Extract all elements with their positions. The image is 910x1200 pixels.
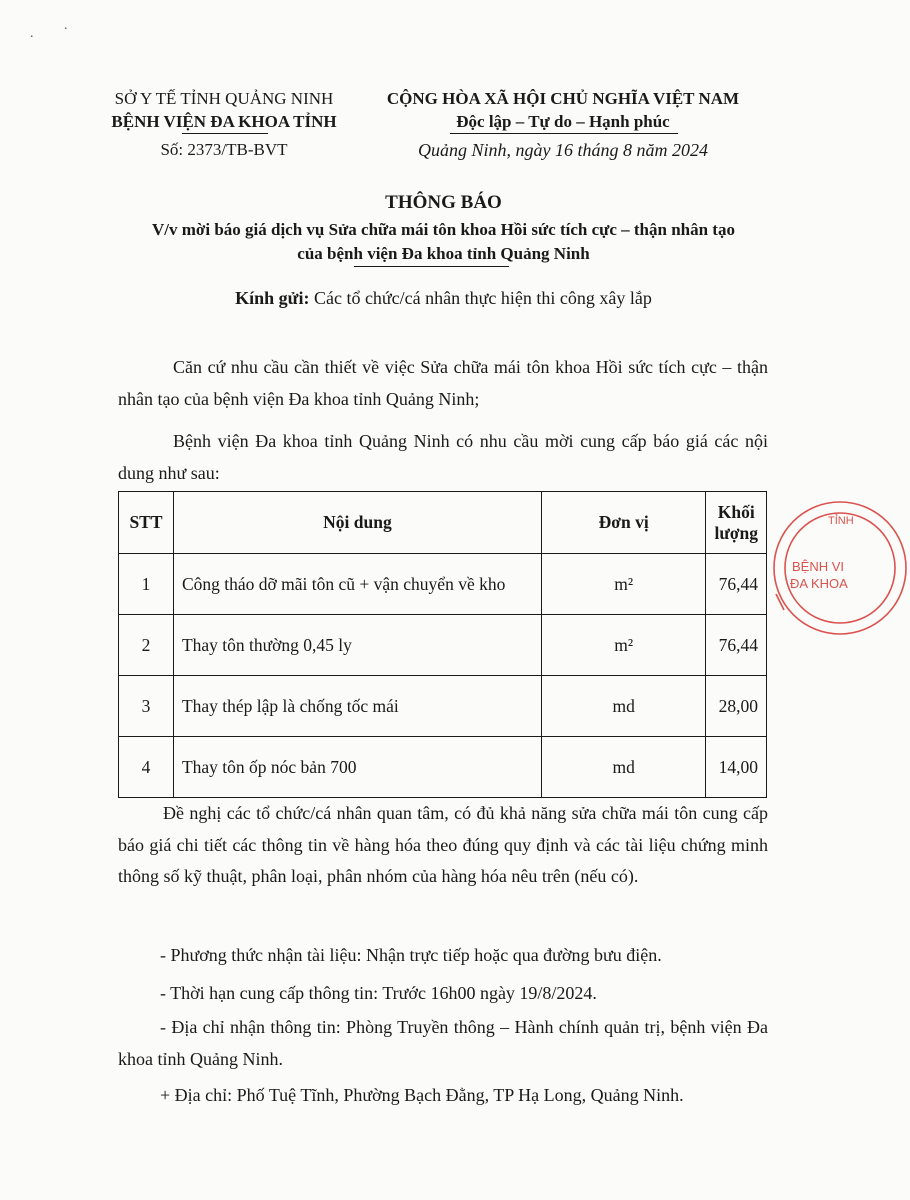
closing-paragraph: Đề nghị các tổ chức/cá nhân quan tâm, có đủ khả năng sửa chữa mái tôn cung cấp báo giá chi tiết các thông tin về hàng hóa theo đúng quy định và các tài liệu chứng minh thông số kỹ thuật, phân loại, phân nhóm của hàng hóa nêu trên (nếu có). xyxy=(118,803,768,886)
table-row xyxy=(119,554,767,615)
delivery-method: - Phương thức nhận tài liệu: Nhận trực tiếp hoặc qua đường bưu điện. xyxy=(160,945,662,965)
table-row xyxy=(119,615,767,676)
cell-content: Thay thép lập là chống tốc mái xyxy=(173,676,541,737)
quote-items-table xyxy=(118,491,767,798)
header-content: Nội dung xyxy=(173,492,541,554)
deadline: - Thời hạn cung cấp thông tin: Trước 16h00 ngày 19/8/2024. xyxy=(160,983,597,1003)
cell-content: Công tháo dỡ mãi tôn cũ + vận chuyển về kho xyxy=(173,554,541,615)
stamp-line-2: ĐA KHOA xyxy=(790,576,848,591)
cell-unit: md xyxy=(541,737,706,798)
motto-underline xyxy=(450,133,678,134)
cell-unit: m² xyxy=(541,615,706,676)
hospital-name: BỆNH VIỆN ĐA KHOA TỈNH xyxy=(111,112,337,131)
stamp-arc-text: TỈNH xyxy=(828,515,854,527)
recipient xyxy=(100,288,787,309)
scan-speck: . xyxy=(30,26,34,41)
header-stt: STT xyxy=(119,492,174,554)
intro-paragraph-1: Căn cứ nhu cầu cần thiết về việc Sửa chữa mái tôn khoa Hồi sức tích cực – thận nhân tạo của bệnh viện Đa khoa tỉnh Quảng Ninh; xyxy=(118,357,768,409)
cell-quantity: 76,44 xyxy=(706,554,767,615)
cell-unit: m² xyxy=(541,554,706,615)
cell-stt: 3 xyxy=(119,676,174,737)
document-title: THÔNG BÁO xyxy=(385,192,502,213)
cell-content: Thay tôn thường 0,45 ly xyxy=(173,615,541,676)
cell-quantity: 28,00 xyxy=(706,676,767,737)
cell-quantity: 76,44 xyxy=(706,615,767,676)
table-row xyxy=(119,676,767,737)
recipient-text: Các tổ chức/cá nhân thực hiện thi công xây lắp xyxy=(313,288,652,308)
cell-stt: 2 xyxy=(119,615,174,676)
issuing-authority: SỞ Y TẾ TỈNH QUẢNG NINH xyxy=(114,89,334,108)
stamp-line-1: BỆNH VI xyxy=(792,559,845,574)
table-row xyxy=(119,737,767,798)
hospital-stamp xyxy=(770,498,910,638)
header-left xyxy=(94,87,354,133)
header-left-underline xyxy=(182,133,268,134)
cell-stt: 4 xyxy=(119,737,174,798)
subject xyxy=(90,218,797,266)
cell-unit: md xyxy=(541,676,706,737)
issue-date: Quảng Ninh, ngày 16 tháng 8 năm 2024 xyxy=(418,140,708,160)
header-right xyxy=(358,87,768,133)
scan-speck: . xyxy=(64,18,68,33)
cell-quantity: 14,00 xyxy=(706,737,767,798)
intro-paragraph-2: Bệnh viện Đa khoa tỉnh Quảng Ninh có nhu cầu mời cung cấp báo giá các nội dung như sau: xyxy=(118,431,768,483)
cell-content: Thay tôn ốp nóc bản 700 xyxy=(173,737,541,798)
country-name: CỘNG HÒA XÃ HỘI CHỦ NGHĨA VIỆT NAM xyxy=(386,89,740,108)
subject-underline xyxy=(354,266,509,267)
document-number: Số: 2373/TB-BVT xyxy=(160,140,288,159)
cell-stt: 1 xyxy=(119,554,174,615)
subject-line-1: V/v mời báo giá dịch vụ Sửa chữa mái tôn khoa Hồi sức tích cực – thận nhân tạo xyxy=(152,220,735,239)
receiving-office: - Địa chỉ nhận thông tin: Phòng Truyền thông – Hành chính quản trị, bệnh viện Đa khoa tỉnh Quảng Ninh. xyxy=(118,1017,768,1069)
address: + Địa chỉ: Phố Tuệ Tĩnh, Phường Bạch Đằng, TP Hạ Long, Quảng Ninh. xyxy=(160,1085,684,1105)
table-header-row xyxy=(119,492,767,554)
subject-line-2: của bệnh viện Đa khoa tỉnh Quảng Ninh xyxy=(297,244,590,263)
header-unit: Đơn vị xyxy=(541,492,706,554)
motto: Độc lập – Tự do – Hạnh phúc xyxy=(456,112,670,131)
recipient-label: Kính gửi: xyxy=(235,288,310,308)
header-quantity: Khối lượng xyxy=(706,492,767,554)
